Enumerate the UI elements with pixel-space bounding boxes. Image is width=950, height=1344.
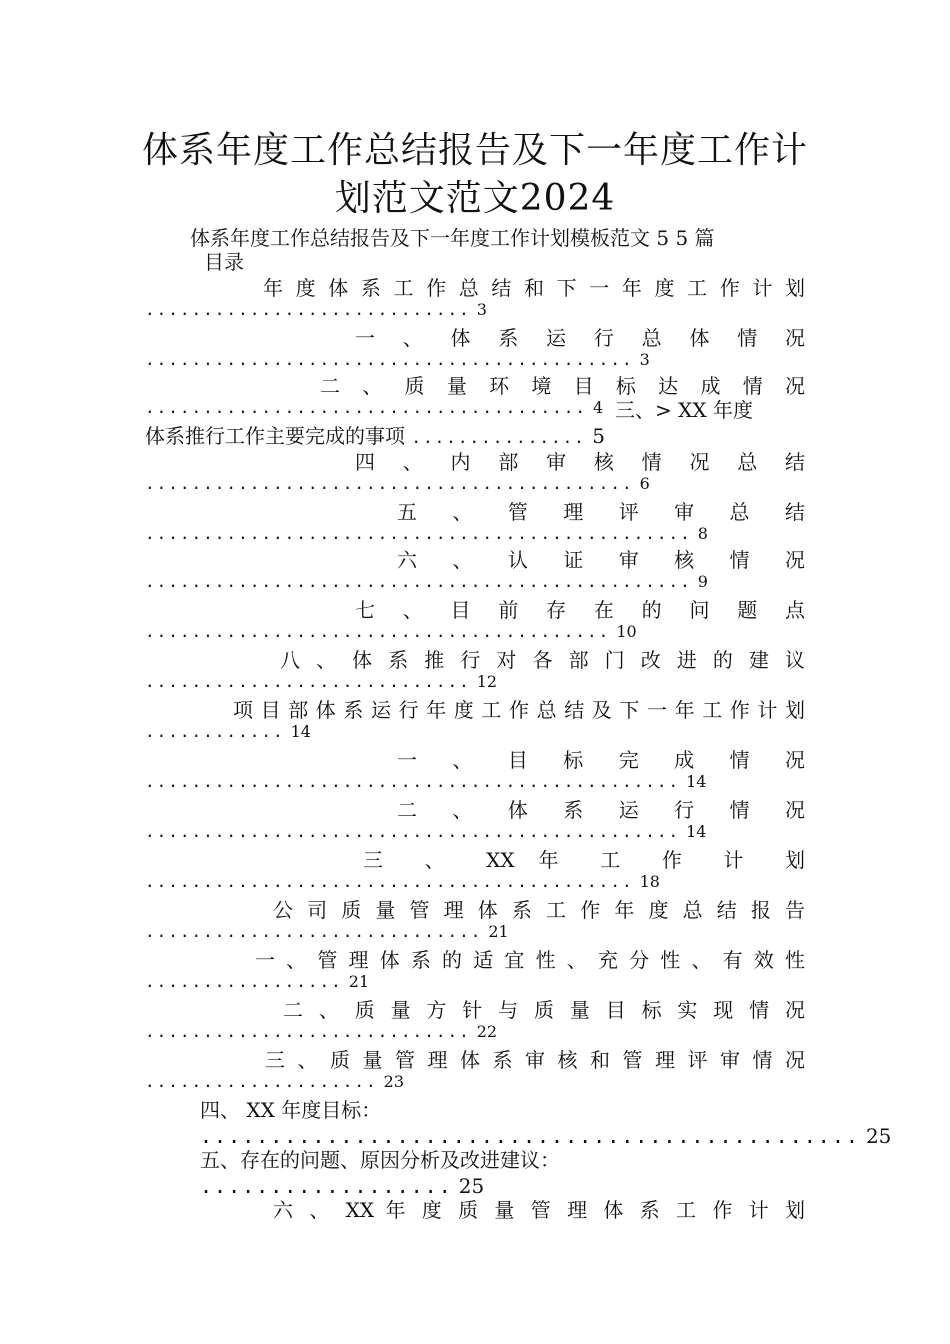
document-subtitle: 体系年度工作总结报告及下一年度工作计划模板范文 5 5 篇 [190,226,715,250]
toc-entry[interactable] [145,424,805,450]
toc-page-number: 8 [697,524,708,543]
toc-entry-title: 一 、 管 理 体 系 的 适 宜 性 、 充 分 性 、 有 效 性 [255,948,805,972]
toc-entry-title: 七 、 目 前 存 在 的 问 题 点 [355,598,805,622]
toc-entry-leader: .......................................... 3 [145,350,650,369]
toc-entry-leader: ............ 14 [145,722,311,741]
toc-entry[interactable] [145,948,805,992]
toc-entry-leader: ............................ 22 [145,1022,498,1041]
document-title-line-2: 划范文范文2024 [334,178,616,219]
toc-page-number: 12 [476,672,498,691]
toc-page-number: 22 [476,1022,498,1041]
toc-entry-title: 公 司 质 量 管 理 体 系 工 作 年 度 总 结 报 告 [273,898,805,922]
toc-entry-title: 五 、 管 理 评 审 总 结 [397,500,805,524]
toc-page-number: 14 [686,772,707,791]
toc-entry-title: 二 、 质 量 环 境 目 标 达 成 情 况 [320,374,805,398]
toc-entry[interactable] [145,598,805,642]
toc-entry[interactable] [145,326,805,370]
toc-page-number: 5 [592,424,605,448]
toc-entry-title: 四 、 内 部 审 核 情 况 总 结 [355,450,805,474]
toc-entry-leader: ............................................... 9 [145,572,708,591]
toc-page-number: 21 [348,972,370,991]
toc-entry-leader: .................. 25 [200,1174,485,1198]
toc-entry-leader: .............................................. 14 [145,772,707,791]
toc-page-number: 3 [476,300,487,319]
toc-entry-leader: .......................................... 18 [145,872,660,891]
toc-entry-leader: .................... 23 [145,1072,405,1091]
toc-entry-leader: .............................................. 14 [145,822,707,841]
toc-entry[interactable] [145,998,805,1042]
toc-entry-leader: ............................................... 8 [145,524,708,543]
toc-entry[interactable] [145,648,805,692]
toc-entry-leader: ............................................... 25 [200,1124,892,1148]
toc-entry-leader: ................. 21 [145,972,370,991]
toc-entry-title-part-a: 三、> XX 年度 [615,398,753,422]
toc-entry[interactable] [145,1198,805,1222]
toc-entry-title: 一 、 目 标 完 成 情 况 [397,748,805,772]
toc-entry[interactable] [145,1048,805,1092]
toc-entry-title: 体系推行工作主要完成的事项 [145,424,405,448]
toc-entry-line: 体系推行工作主要完成的事项 ............... 5 [145,424,605,448]
toc-entry[interactable] [145,548,805,592]
toc-page-number: 6 [639,474,650,493]
toc-entry-leader: ...................................... 4 [145,398,604,417]
toc-page-number: 14 [686,822,707,841]
toc-entry[interactable] [145,698,805,742]
toc-entry-title: 二 、 质 量 方 针 与 质 量 目 标 实 现 情 况 [283,998,805,1022]
toc-page-number: 25 [458,1174,485,1198]
toc-entry[interactable] [145,798,805,842]
toc-entry-leader: ........................................ 10 [145,622,637,641]
toc-entry-title: 三 、 XX 年 工 作 计 划 [363,848,805,872]
toc-entry-title: 二 、 体 系 运 行 情 况 [397,798,805,822]
toc-page-number: 21 [488,922,509,941]
toc-entry-leader: ............................. 21 [145,922,509,941]
toc-entry-title: 八 、 体 系 推 行 对 各 部 门 改 进 的 建 议 [280,648,805,672]
toc-heading: 目录 [204,250,244,274]
toc-page-number: 3 [639,350,650,369]
toc-entry[interactable] [145,748,805,792]
toc-entry[interactable] [145,500,805,544]
toc-entry-leader: ............................ 12 [145,672,498,691]
toc-entry[interactable] [145,848,805,892]
toc-entry[interactable] [145,276,805,320]
toc-entry-title[interactable]: 五、存在的问题、原因分析及改进建议： [200,1148,560,1172]
toc-entry-title: 项 目 部 体 系 运 行 年 度 工 作 总 结 及 下 一 年 工 作 计 划 [233,698,805,722]
toc-entry-title: 三 、 质 量 管 理 体 系 审 核 和 管 理 评 审 情 况 [265,1048,805,1072]
toc-page-number: 23 [383,1072,405,1091]
toc-page-number: 18 [639,872,660,891]
toc-entry-title: 一 、 体 系 运 行 总 体 情 况 [355,326,805,350]
toc-entry[interactable] [145,898,805,942]
toc-entry-leader: ............................ 3 [145,300,487,319]
toc-entry-title: 年 度 体 系 工 作 总 结 和 下 一 年 度 工 作 计 划 [263,276,805,300]
toc-entry-title[interactable]: 四、 XX 年度目标： [200,1098,382,1122]
toc-entry-leader: .......................................... 6 [145,474,650,493]
toc-page-number: 9 [697,572,708,591]
toc-entry[interactable] [145,450,805,494]
toc-page-number: 14 [290,722,311,741]
toc-page-number: 4 [593,398,604,417]
document-title-line-1: 体系年度工作总结报告及下一年度工作计 [141,130,808,171]
toc-entry-title: 六 、 认 证 审 核 情 况 [397,548,805,572]
toc-page-number: 10 [616,622,637,641]
toc-page-number: 25 [865,1124,892,1148]
toc-entry-title: 六 、 XX 年 度 质 量 管 理 体 系 工 作 计 划 [273,1198,805,1222]
